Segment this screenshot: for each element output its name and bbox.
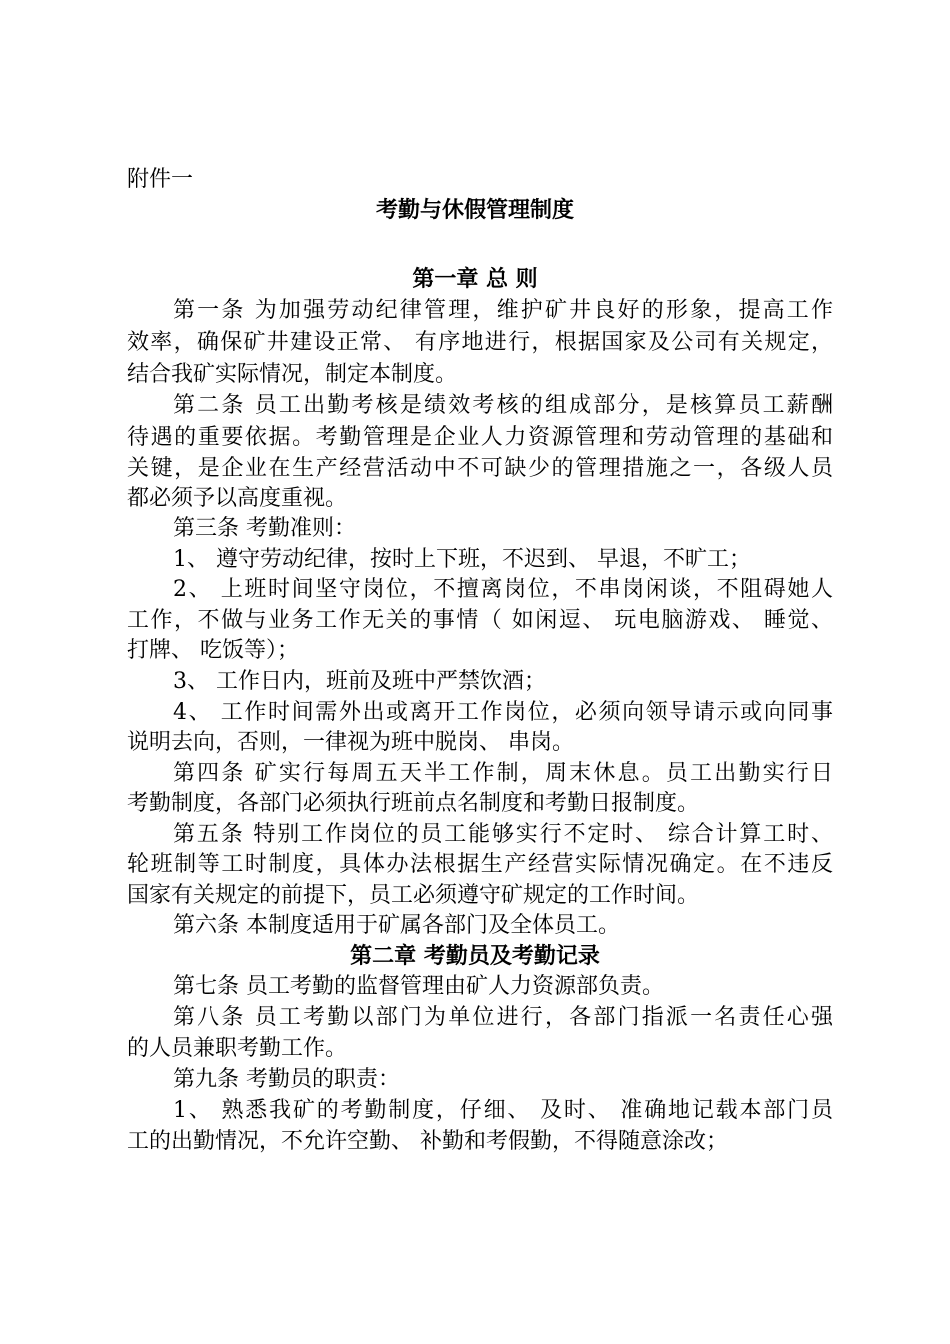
paragraph-line: 第一条 为加强劳动纪律管理，维护矿井良好的形象，提高工作: [173, 298, 833, 323]
paragraph-line: 1、 遵守劳动纪律，按时上下班，不迟到、 早退，不旷工；: [173, 547, 751, 572]
paragraph-line: 1、 熟悉我矿的考勤制度，仔细、 及时、 准确地记载本部门员: [173, 1098, 833, 1123]
paragraph-line: 第二条 员工出勤考核是绩效考核的组成部分，是核算员工薪酬: [173, 393, 833, 418]
paragraph-line: 都必须予以高度重视。: [127, 486, 348, 511]
paragraph-line: 第七条 员工考勤的监督管理由矿人力资源部负责。: [173, 974, 664, 999]
paragraph-line: 第四条 矿实行每周五天半工作制，周末休息。员工出勤实行日: [173, 761, 833, 786]
paragraph-line: 待遇的重要依据。考勤管理是企业人力资源管理和劳动管理的基础和: [127, 425, 833, 450]
paragraph-line: 效率，确保矿井建设正常、 有序地进行，根据国家及公司有关规定，: [127, 330, 833, 355]
paragraph-line: 第九条 考勤员的职责：: [173, 1067, 400, 1092]
paragraph-line: 考勤制度，各部门必须执行班前点名制度和考勤日报制度。: [127, 791, 700, 816]
paragraph-line: 结合我矿实际情况，制定本制度。: [127, 362, 458, 387]
paragraph-line: 的人员兼职考勤工作。: [127, 1036, 348, 1061]
attachment-label: 附件一: [127, 167, 194, 192]
paragraph-line: 轮班制等工时制度，具体办法根据生产经营实际情况确定。在不违反: [127, 852, 833, 877]
paragraph-line: 国家有关规定的前提下，员工必须遵守矿规定的工作时间。: [127, 883, 700, 908]
chapter-2-heading: 第二章 考勤员及考勤记录: [350, 944, 600, 969]
paragraph-line: 2、 上班时间坚守岗位，不擅离岗位，不串岗闲谈，不阻碍她人: [173, 577, 833, 602]
paragraph-line: 关键，是企业在生产经营活动中不可缺少的管理措施之一，各级人员: [127, 456, 833, 481]
chapter-1-heading: 第一章 总 则: [412, 267, 538, 292]
paragraph-line: 第三条 考勤准则：: [173, 516, 356, 541]
paragraph-line: 工的出勤情况，不允许空勤、 补勤和考假勤，不得随意涂改；: [127, 1129, 728, 1154]
paragraph-line: 工作，不做与业务工作无关的事情（ 如闲逗、 玩电脑游戏、 睡觉、: [127, 608, 833, 633]
paragraph-line: 第五条 特别工作岗位的员工能够实行不定时、 综合计算工时、: [173, 822, 833, 847]
paragraph-line: 打牌、 吃饭等）；: [127, 638, 299, 663]
paragraph-line: 第六条 本制度适用于矿属各部门及全体员工。: [173, 913, 620, 938]
document-title: 考勤与休假管理制度: [375, 198, 574, 223]
paragraph-line: 4、 工作时间需外出或离开工作岗位，必须向领导请示或向同事: [173, 700, 833, 725]
paragraph-line: 3、 工作日内，班前及班中严禁饮酒；: [173, 669, 546, 694]
paragraph-line: 第八条 员工考勤以部门为单位进行，各部门指派一名责任心强: [173, 1005, 833, 1030]
paragraph-line: 说明去向，否则，一律视为班中脱岗、 串岗。: [127, 730, 574, 755]
